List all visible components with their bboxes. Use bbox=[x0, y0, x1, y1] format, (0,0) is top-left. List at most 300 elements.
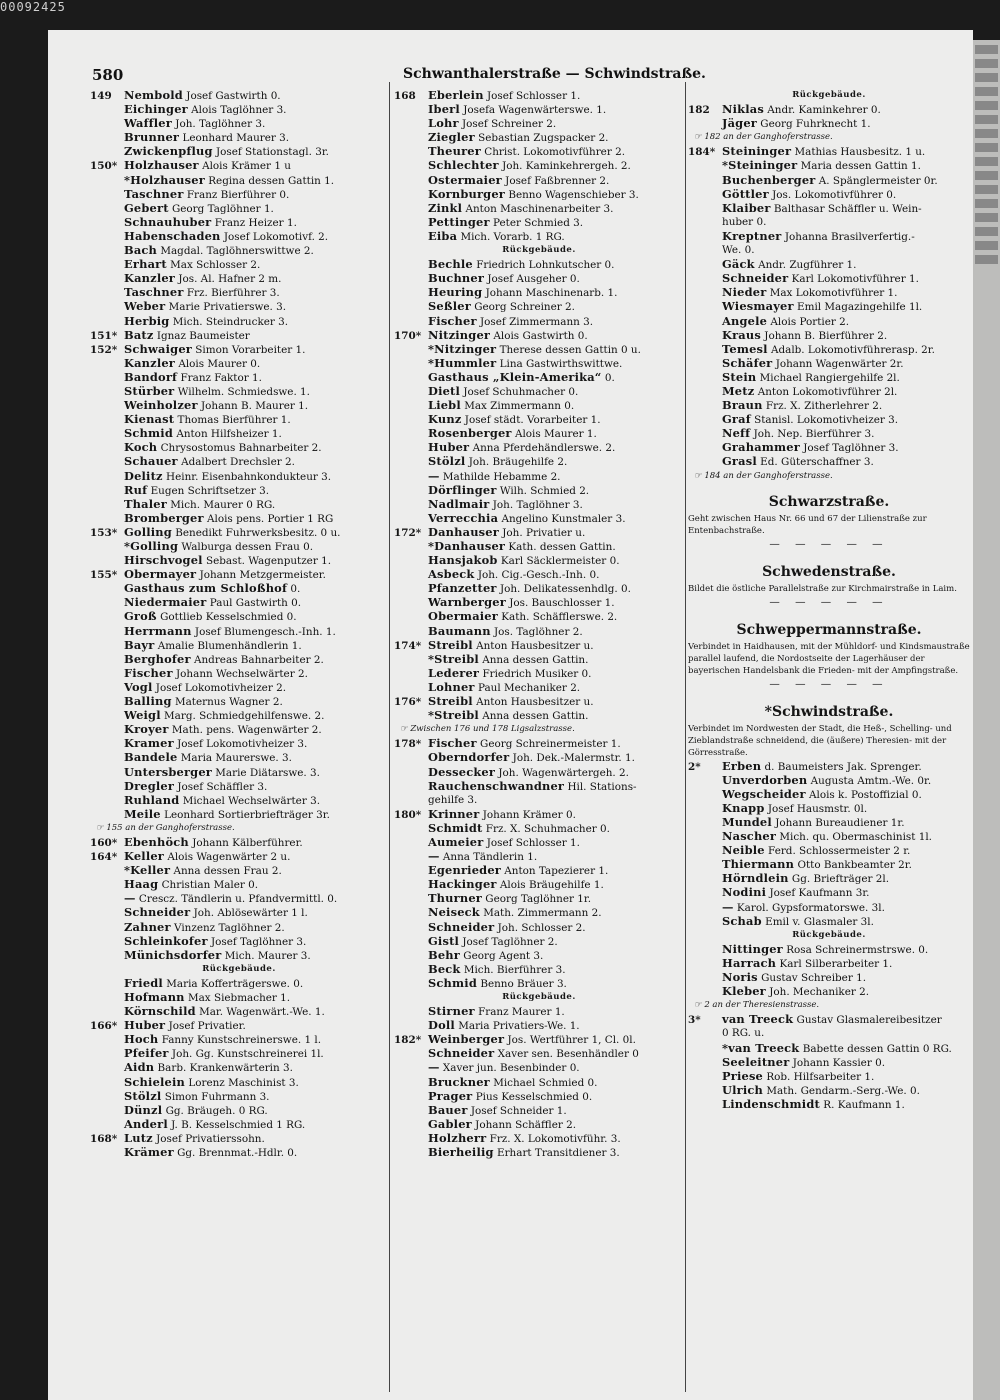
directory-entry bbox=[688, 956, 970, 970]
resident-details: J. B. Kesselschmied 1 RG. bbox=[171, 1118, 306, 1131]
resident-name: — bbox=[722, 899, 734, 914]
directory-entry bbox=[394, 1117, 684, 1131]
street-description: Bildet die östliche Parallelstraße zur Kirchmairstraße in Laim. bbox=[688, 583, 957, 594]
resident-details: Frz. X. Zitherlehrer 2. bbox=[765, 400, 883, 413]
directory-entry bbox=[394, 934, 684, 948]
resident-name: Lohr bbox=[428, 116, 459, 131]
directory-entry bbox=[394, 173, 684, 187]
resident-details: Alois Maurer 0. bbox=[178, 357, 261, 370]
resident-details: Josef Kaufmann 3r. bbox=[769, 887, 870, 900]
house-number: 168 bbox=[394, 90, 416, 102]
separator: — — — — — bbox=[769, 677, 889, 690]
resident-details: Karl Silberarbeiter 1. bbox=[779, 957, 893, 970]
directory-entry bbox=[90, 525, 388, 539]
resident-name: Lohner bbox=[428, 679, 475, 694]
directory-entry bbox=[394, 976, 684, 990]
resident-name: *Danhauser bbox=[428, 539, 506, 553]
resident-details: Mathilde Hebamme 2. bbox=[442, 470, 561, 483]
resident-name: Buchner bbox=[428, 271, 485, 286]
resident-name: Gebert bbox=[124, 200, 169, 215]
section-label: Rückgebäude. bbox=[792, 929, 866, 940]
resident-details: Kath. dessen Gattin. bbox=[508, 541, 616, 553]
house-number: 168* bbox=[90, 1132, 118, 1145]
directory-entry bbox=[394, 807, 684, 821]
resident-details: Peter Schmied 3. bbox=[492, 216, 584, 229]
resident-details: Xaver jun. Besenbinder 0. bbox=[442, 1062, 580, 1075]
resident-details: Mar. Wagenwärt.-We. 1. bbox=[199, 1006, 325, 1019]
section-label: Rückgebäude. bbox=[502, 992, 576, 1002]
resident-details: Augusta Amtm.-We. 0r. bbox=[810, 774, 932, 787]
resident-details: Josef Privatierssohn. bbox=[156, 1132, 265, 1145]
resident-details: Josef Ausgeher 0. bbox=[487, 273, 580, 286]
resident-details: Maria Privatiers-We. 1. bbox=[458, 1020, 580, 1033]
resident-details: Alois Bräugehilfe 1. bbox=[499, 879, 604, 892]
directory-entry bbox=[394, 201, 684, 215]
resident-name: Schneider bbox=[428, 1046, 495, 1061]
directory-entry bbox=[90, 595, 388, 609]
directory-entry bbox=[688, 356, 970, 370]
resident-details: 0 RG. u. bbox=[722, 1027, 765, 1040]
directory-entry bbox=[90, 624, 388, 638]
resident-details: Marie Diätarswe. 3. bbox=[215, 766, 320, 779]
resident-details: Lorenz Maschinist 3. bbox=[188, 1076, 299, 1089]
directory-entry bbox=[688, 759, 970, 773]
directory-entry bbox=[688, 173, 970, 187]
resident-name: Knapp bbox=[722, 800, 765, 815]
resident-name: Lutz bbox=[124, 1130, 153, 1145]
resident-name: Pettinger bbox=[428, 214, 490, 229]
section-label: Rückgebäude. bbox=[792, 90, 866, 100]
resident-details: Hil. Stations- bbox=[567, 780, 637, 793]
directory-entry bbox=[90, 835, 388, 849]
directory-entry bbox=[90, 201, 388, 215]
directory-entry bbox=[394, 624, 684, 638]
resident-details: Andreas Bahnarbeiter 2. bbox=[193, 653, 324, 666]
resident-name: Stölzl bbox=[428, 454, 466, 469]
resident-details: Ferd. Schlossermeister 2 r. bbox=[768, 845, 911, 858]
resident-name: Lindenschmidt bbox=[722, 1096, 820, 1111]
resident-name: Prager bbox=[428, 1088, 473, 1103]
resident-name: Bierheilig bbox=[428, 1145, 494, 1160]
resident-details: Georg Schreiner 2. bbox=[474, 301, 575, 314]
page-number: 580 bbox=[92, 66, 124, 84]
resident-details: Chrysostomus Bahnarbeiter 2. bbox=[160, 442, 322, 455]
directory-entry bbox=[688, 942, 970, 956]
resident-details: Adalb. Lokomotivführerasp. 2r. bbox=[770, 343, 935, 356]
separator: — — — — — bbox=[769, 595, 889, 608]
cross-reference: ☞ 2 an der Theresienstrasse. bbox=[694, 1000, 820, 1011]
directory-entry bbox=[90, 88, 388, 102]
directory-entry bbox=[688, 299, 970, 313]
directory-entry bbox=[688, 1012, 970, 1026]
resident-name: Schielein bbox=[124, 1074, 186, 1089]
directory-entry bbox=[90, 934, 388, 948]
resident-name: Hirschvogel bbox=[124, 553, 203, 568]
resident-name: Verrecchia bbox=[428, 510, 499, 525]
column-3 bbox=[688, 88, 970, 1111]
directory-entry bbox=[90, 793, 388, 807]
resident-name: Hoch bbox=[124, 1032, 159, 1047]
resident-details: Max Siebmacher 1. bbox=[187, 992, 291, 1004]
directory-entry bbox=[90, 1018, 388, 1032]
directory-entry bbox=[394, 88, 684, 102]
resident-details: Josef städt. Vorarbeiter 1. bbox=[464, 414, 601, 427]
resident-name: Dünzl bbox=[124, 1102, 163, 1117]
resident-details: Johann Schäffler 2. bbox=[475, 1118, 577, 1131]
section-label: Rückgebäude. bbox=[502, 245, 576, 256]
directory-entry bbox=[90, 652, 388, 666]
resident-name: Krinner bbox=[428, 806, 480, 821]
resident-details: Friedrich Lohnkutscher 0. bbox=[476, 259, 615, 272]
directory-entry bbox=[90, 1131, 388, 1145]
resident-details: Jos. Wertführer 1, Cl. 0l. bbox=[507, 1034, 636, 1047]
directory-entry bbox=[90, 567, 388, 581]
resident-name: Niklas bbox=[722, 102, 764, 117]
resident-name: Herrmann bbox=[124, 623, 192, 638]
directory-entry bbox=[688, 1097, 970, 1111]
directory-entry bbox=[394, 116, 684, 130]
resident-details: Math. pens. Wagenwärter 2. bbox=[171, 724, 322, 737]
directory-entry bbox=[394, 680, 684, 694]
resident-details: Fanny Kunstschreinerswe. 1 l. bbox=[161, 1034, 321, 1047]
resident-name: Seßler bbox=[428, 299, 471, 314]
column-2 bbox=[394, 88, 684, 1159]
directory-entry bbox=[90, 229, 388, 243]
resident-details: Josef Lokomotivf. 2. bbox=[223, 230, 329, 243]
resident-details: Georg Taglöhner 1r. bbox=[485, 893, 592, 906]
resident-details: Joh. Mechaniker 2. bbox=[769, 986, 870, 999]
resident-details: Barb. Krankenwärterin 3. bbox=[157, 1062, 293, 1075]
resident-details: Ed. Güterschaffner 3. bbox=[760, 456, 874, 469]
street-heading: Schwedenstraße. bbox=[762, 563, 896, 580]
resident-details: Josef Schlosser 1. bbox=[486, 836, 580, 849]
resident-details: Anna dessen Frau 2. bbox=[173, 865, 282, 878]
resident-details: Anna Tändlerin 1. bbox=[442, 851, 538, 864]
directory-entry bbox=[394, 102, 684, 116]
house-number: 151* bbox=[90, 329, 118, 342]
resident-details: Karl Säcklermeister 0. bbox=[500, 555, 620, 568]
resident-name: Schleinkofer bbox=[124, 933, 208, 948]
resident-details: Andr. Zugführer 1. bbox=[758, 259, 857, 272]
directory-entry bbox=[394, 666, 684, 680]
resident-name: Nembold bbox=[124, 88, 183, 102]
resident-name: Schnauhuber bbox=[124, 214, 212, 229]
directory-entry bbox=[90, 539, 388, 553]
directory-entry bbox=[90, 328, 388, 342]
resident-name: *Steininger bbox=[722, 158, 798, 173]
resident-name: Erben bbox=[722, 758, 762, 773]
resident-details: Josef Schuhmacher 0. bbox=[463, 385, 579, 398]
resident-name: Obermayer bbox=[124, 567, 197, 582]
resident-name: Behr bbox=[428, 947, 460, 962]
resident-details: Anna dessen Gattin. bbox=[482, 653, 589, 666]
resident-name: *Golling bbox=[124, 539, 179, 553]
resident-details: Mich. Maurer 3. bbox=[224, 949, 311, 962]
resident-name: Schäfer bbox=[722, 355, 773, 370]
resident-name: — bbox=[124, 891, 136, 906]
resident-details: gehilfe 3. bbox=[428, 793, 478, 806]
resident-name: Kramer bbox=[124, 736, 174, 751]
resident-name: Kanzler bbox=[124, 355, 176, 370]
resident-name: Göttler bbox=[722, 186, 769, 201]
resident-details: Joh. Kaminkehrergeh. 2. bbox=[502, 160, 631, 173]
directory-entry bbox=[688, 1026, 970, 1040]
directory-entry bbox=[394, 130, 684, 144]
resident-name: Ziegler bbox=[428, 130, 475, 145]
directory-entry bbox=[394, 920, 684, 934]
resident-details: Michael Wechselwärter 3. bbox=[182, 794, 321, 807]
resident-details: Angelino Kunstmaler 3. bbox=[501, 512, 626, 525]
resident-details: Josef Gastwirth 0. bbox=[186, 90, 281, 102]
directory-entry bbox=[394, 229, 684, 243]
resident-name: Delitz bbox=[124, 468, 163, 483]
resident-name: Wiesmayer bbox=[722, 299, 794, 314]
directory-entry bbox=[394, 891, 684, 905]
directory-entry bbox=[90, 440, 388, 454]
directory-entry bbox=[90, 257, 388, 271]
directory-entry bbox=[394, 299, 684, 313]
directory-entry bbox=[90, 1117, 388, 1131]
resident-details: d. Baumeisters Jak. Sprenger. bbox=[764, 760, 922, 773]
resident-name: Nodini bbox=[722, 885, 767, 900]
resident-name: Niedermaier bbox=[124, 595, 207, 610]
resident-name: Batz bbox=[124, 327, 154, 342]
resident-name: Harrach bbox=[722, 955, 777, 970]
resident-details: Mich. Maurer 0 RG. bbox=[170, 498, 276, 511]
resident-name: Münichsdorfer bbox=[124, 947, 222, 962]
resident-name: Erhart bbox=[124, 257, 167, 272]
resident-name: Graf bbox=[722, 412, 751, 427]
directory-entry bbox=[90, 511, 388, 525]
directory-entry bbox=[90, 990, 388, 1004]
directory-entry bbox=[394, 511, 684, 525]
resident-details: Franz Heizer 1. bbox=[214, 216, 297, 229]
resident-name: Dregler bbox=[124, 778, 175, 793]
directory-entry bbox=[394, 271, 684, 285]
directory-entry bbox=[394, 863, 684, 877]
resident-details: Lina Gastwirthswittwe. bbox=[499, 357, 623, 370]
street-description: Verbindet im Nordwesten der Stadt, die Heß-, Schelling- und Zieblandstraße schneidend, die (äußere) Theresien- mit der Görresstraße. bbox=[688, 723, 952, 758]
directory-entry bbox=[90, 863, 388, 877]
resident-name: Mundel bbox=[722, 815, 772, 829]
resident-details: Josef Lokomotivheizer 2. bbox=[155, 681, 287, 694]
resident-name: Friedl bbox=[124, 975, 163, 990]
directory-entry bbox=[394, 497, 684, 511]
resident-name: Kraus bbox=[722, 327, 761, 342]
adjacent-page-edge bbox=[973, 40, 1000, 1400]
resident-name: Grahammer bbox=[722, 440, 800, 455]
resident-name: Schwaiger bbox=[124, 341, 192, 356]
resident-name: Aumeier bbox=[428, 834, 484, 849]
resident-name: Lederer bbox=[428, 665, 480, 680]
resident-name: Gistl bbox=[428, 933, 460, 948]
directory-entry bbox=[394, 342, 684, 356]
directory-entry bbox=[688, 116, 970, 130]
resident-name: Kanzler bbox=[124, 271, 176, 286]
resident-details: Maternus Wagner 2. bbox=[174, 696, 283, 709]
resident-name: Untersberger bbox=[124, 764, 212, 779]
resident-details: Anton Maschinenarbeiter 3. bbox=[465, 202, 614, 215]
resident-details: Johann Wechselwärter 2. bbox=[176, 667, 308, 680]
resident-details: Georg Agent 3. bbox=[463, 949, 544, 962]
resident-details: Michael Rangiergehilfe 2l. bbox=[759, 371, 900, 384]
resident-details: Johann Kassier 0. bbox=[792, 1056, 886, 1069]
resident-name: Gasthaus zum Schloßhof bbox=[124, 581, 288, 596]
directory-entry bbox=[90, 158, 388, 172]
directory-entry bbox=[90, 384, 388, 398]
resident-details: Mich. qu. Obermaschinist 1l. bbox=[779, 831, 932, 844]
resident-name: Zwickenpflug bbox=[124, 144, 213, 159]
resident-details: Alois Krämer 1 u bbox=[202, 160, 291, 173]
resident-name: Krämer bbox=[124, 1145, 174, 1160]
resident-name: Anderl bbox=[124, 1116, 168, 1131]
resident-details: Paul Mechaniker 2. bbox=[477, 681, 581, 694]
resident-details: Gustav Schreiber 1. bbox=[761, 972, 866, 985]
resident-name: Streibl bbox=[428, 637, 473, 652]
resident-details: Jos. Al. Hafner 2 m. bbox=[178, 273, 282, 286]
resident-details: Marie Privatierswe. 3. bbox=[168, 301, 287, 314]
resident-name: Ostermaier bbox=[428, 172, 502, 187]
directory-entry bbox=[688, 412, 970, 426]
resident-details: Adalbert Drechsler 2. bbox=[181, 456, 295, 469]
directory-entry bbox=[90, 905, 388, 919]
directory-page bbox=[48, 30, 973, 1400]
resident-name: Oberndorfer bbox=[428, 750, 510, 765]
resident-name: Angele bbox=[722, 313, 768, 328]
section-label: Rückgebäude. bbox=[202, 963, 276, 974]
directory-entry bbox=[90, 948, 388, 962]
directory-entry bbox=[90, 609, 388, 623]
resident-details: Mich. Bierführer 3. bbox=[463, 963, 566, 976]
resident-name: Bandele bbox=[124, 750, 178, 765]
directory-entry bbox=[394, 1075, 684, 1089]
resident-name: Pfanzetter bbox=[428, 581, 497, 596]
resident-details: Franz Bierführer 0. bbox=[186, 188, 290, 201]
resident-details: Joh. Dek.-Malermstr. 1. bbox=[512, 752, 635, 765]
directory-entry bbox=[394, 581, 684, 595]
resident-details: Heinr. Eisenbahnkondukteur 3. bbox=[166, 470, 332, 483]
house-number: 164* bbox=[90, 851, 118, 864]
resident-details: Otto Bankbeamter 2r. bbox=[797, 859, 912, 872]
directory-entry bbox=[394, 1103, 684, 1117]
resident-name: Dietl bbox=[428, 383, 461, 398]
resident-details: Anton Lokomotivführer 2l. bbox=[757, 385, 898, 398]
directory-entry bbox=[394, 877, 684, 891]
directory-entry bbox=[394, 694, 684, 708]
resident-name: Stürber bbox=[124, 383, 175, 398]
directory-entry bbox=[90, 722, 388, 736]
resident-details: Josef Schlosser 1. bbox=[487, 90, 581, 102]
resident-name: Liebl bbox=[428, 398, 461, 413]
directory-entry bbox=[394, 567, 684, 581]
resident-details: Max Zimmermann 0. bbox=[464, 400, 575, 413]
resident-details: Anton Hausbesitzer u. bbox=[476, 639, 594, 652]
directory-entry bbox=[394, 849, 684, 863]
directory-entry bbox=[394, 948, 684, 962]
resident-name: Bromberger bbox=[124, 510, 204, 525]
resident-details: Josef Schäffler 3. bbox=[177, 780, 268, 793]
directory-entry bbox=[688, 900, 970, 914]
resident-name: Nadlmair bbox=[428, 496, 490, 511]
resident-details: Vinzenz Taglöhner 2. bbox=[174, 921, 285, 934]
resident-details: Josef Faßbrenner 2. bbox=[505, 174, 610, 187]
directory-entry bbox=[688, 187, 970, 201]
resident-name: Meile bbox=[124, 806, 161, 821]
resident-details: Maria dessen Gattin 1. bbox=[800, 160, 921, 173]
house-number: 153* bbox=[90, 526, 118, 539]
resident-name: Schneider bbox=[124, 905, 191, 920]
resident-details: Johann Bureaudiener 1r. bbox=[775, 817, 905, 829]
resident-details: Eugen Schriftsetzer 3. bbox=[150, 484, 270, 497]
resident-name: Schlechter bbox=[428, 158, 499, 173]
directory-entry bbox=[688, 843, 970, 857]
column-1 bbox=[90, 88, 388, 1159]
directory-entry bbox=[90, 412, 388, 426]
resident-name: Bauer bbox=[428, 1102, 468, 1117]
directory-entry bbox=[394, 440, 684, 454]
directory-entry bbox=[394, 525, 684, 539]
resident-name: Gäck bbox=[722, 257, 755, 272]
street-heading: Schweppermannstraße. bbox=[736, 621, 922, 638]
resident-name: Brunner bbox=[124, 130, 180, 145]
directory-entry bbox=[394, 765, 684, 779]
resident-name: Wegscheider bbox=[722, 786, 806, 801]
resident-details: Andr. Kaminkehrer 0. bbox=[767, 104, 881, 117]
directory-entry bbox=[90, 920, 388, 934]
directory-entry bbox=[394, 595, 684, 609]
resident-name: Zahner bbox=[124, 919, 171, 934]
directory-entry bbox=[394, 821, 684, 835]
directory-entry bbox=[394, 553, 684, 567]
resident-details: Alois Maurer 1. bbox=[514, 428, 597, 441]
resident-name: Kunz bbox=[428, 412, 462, 427]
resident-details: Friedrich Musiker 0. bbox=[482, 667, 592, 680]
resident-name: Thaler bbox=[124, 496, 167, 511]
directory-entry bbox=[90, 497, 388, 511]
resident-details: Josef Schreiner 2. bbox=[462, 118, 557, 131]
resident-details: Magdal. Taglöhnerswittwe 2. bbox=[160, 245, 314, 258]
directory-entry bbox=[688, 454, 970, 468]
directory-entry bbox=[394, 1046, 684, 1060]
resident-details: Gustav Glasmalereibesitzer bbox=[796, 1014, 942, 1027]
resident-details: Joh. Privatier u. bbox=[502, 526, 586, 539]
resident-name: Nitzinger bbox=[428, 327, 491, 342]
resident-name: Stölzl bbox=[124, 1088, 162, 1103]
resident-name: Steininger bbox=[722, 144, 792, 159]
resident-name: Thurner bbox=[428, 891, 482, 906]
directory-entry bbox=[90, 877, 388, 891]
directory-entry bbox=[90, 1060, 388, 1074]
resident-details: Anna Pferdehändlerswe. 2. bbox=[472, 442, 616, 455]
resident-details: Maria Kofferträgerswe. 0. bbox=[166, 977, 304, 990]
resident-name: Gasthaus „Klein-Amerika“ bbox=[428, 369, 602, 384]
resident-name: Holzherr bbox=[428, 1130, 487, 1145]
resident-details: huber 0. bbox=[722, 215, 767, 228]
resident-name: Fischer bbox=[428, 313, 477, 328]
resident-name: Rauchenschwandner bbox=[428, 778, 565, 793]
resident-name: Schauer bbox=[124, 454, 178, 469]
directory-entry bbox=[90, 976, 388, 990]
resident-details: Franz Maurer 1. bbox=[478, 1006, 565, 1019]
resident-name: Iberl bbox=[428, 102, 460, 117]
directory-entry bbox=[90, 891, 388, 905]
resident-name: *van Treeck bbox=[722, 1040, 800, 1055]
resident-name: Fischer bbox=[124, 665, 173, 680]
resident-details: Johann Kälberführer. bbox=[192, 836, 303, 849]
resident-details: Marg. Schmiedgehilfenswe. 2. bbox=[164, 710, 325, 723]
resident-details: Regina dessen Gattin 1. bbox=[208, 174, 335, 187]
directory-entry bbox=[394, 314, 684, 328]
